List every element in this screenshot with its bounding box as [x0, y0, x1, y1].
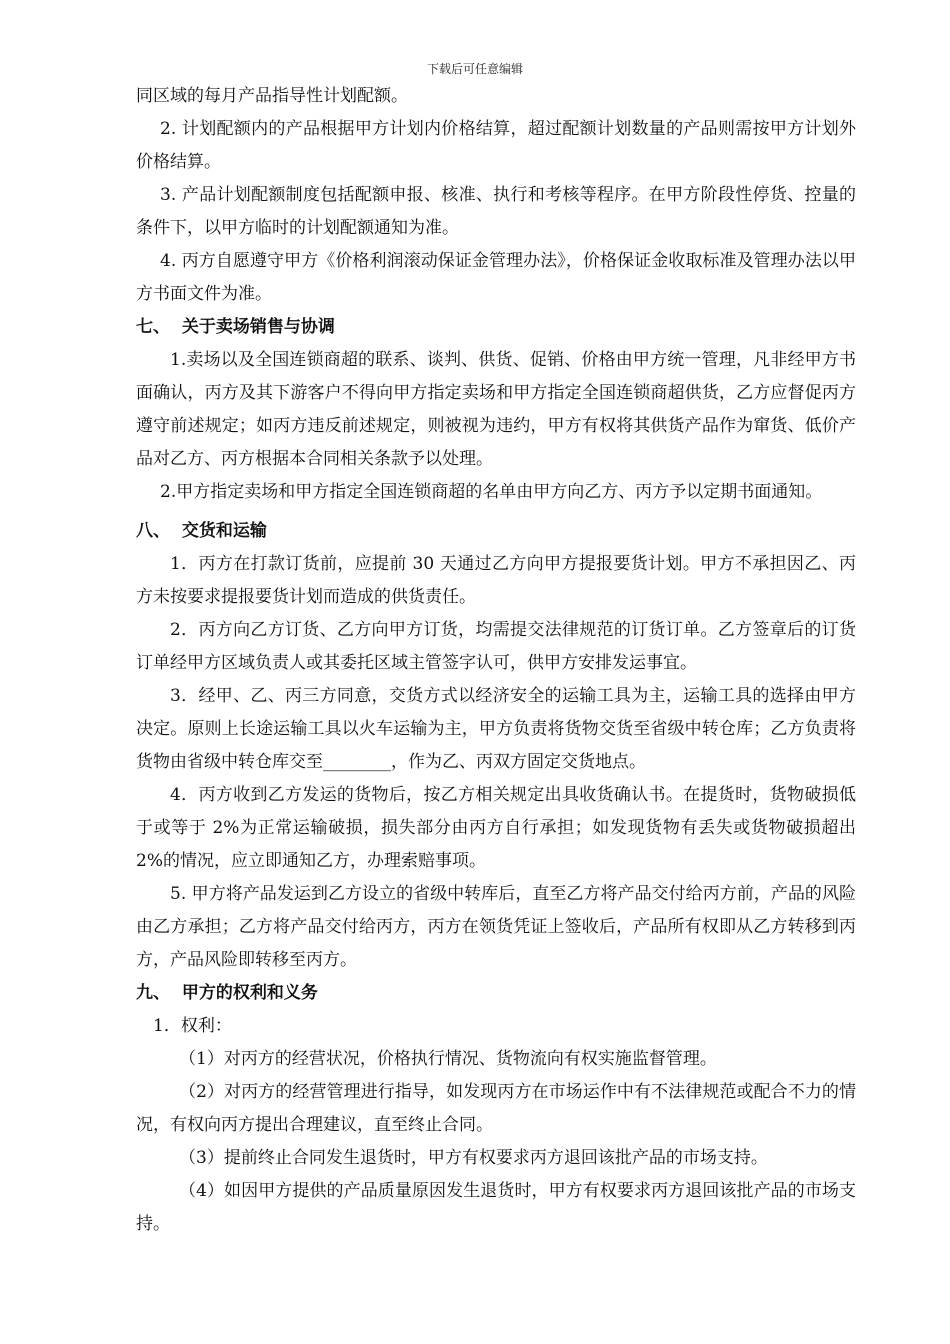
section-heading: 八、 交货和运输	[136, 521, 267, 541]
section-heading: 九、 甲方的权利和义务	[136, 983, 318, 1003]
paragraph: 3. 产品计划配额制度包括配额申报、核准、执行和考核等程序。在甲方阶段性停货、控量的条件下，以甲方临时的计划配额通知为准。	[136, 185, 856, 238]
section-heading: 七、 关于卖场销售与协调	[136, 317, 335, 337]
paragraph: （3）提前终止合同发生退货时，甲方有权要求丙方退回该批产品的市场支持。	[179, 1148, 768, 1168]
paragraph: 1．丙方在打款订货前，应提前 30 天通过乙方向甲方提报要货计划。甲方不承担因乙、丙方未按要求提报要货计划而造成的供货责任。	[136, 554, 856, 607]
paragraph: 3．经甲、乙、丙三方同意，交货方式以经济安全的运输工具为主，运输工具的选择由甲方决定。原则上长途运输工具以火车运输为主，甲方负责将货物交货至省级中转仓库；乙方负责将货物由省级中转仓库交至________，作为乙、丙双方固定交货地点。	[136, 686, 856, 772]
paragraph: 1．权利：	[153, 1016, 232, 1036]
paragraph: （2）对丙方的经营管理进行指导，如发现丙方在市场运作中有不法律规范或配合不力的情况，有权向丙方提出合理建议，直至终止合同。	[136, 1082, 856, 1135]
paragraph: 5. 甲方将产品发运到乙方设立的省级中转库后，直至乙方将产品交付给丙方前，产品的风险由乙方承担；乙方将产品交付给丙方，丙方在领货凭证上签收后，产品所有权即从乙方转移到丙方，产品风险即转移至丙方。	[136, 884, 856, 970]
paragraph: 2．丙方向乙方订货、乙方向甲方订货，均需提交法律规范的订货订单。乙方签章后的订货订单经甲方区域负责人或其委托区域主管签字认可，供甲方安排发运事宜。	[136, 620, 856, 673]
document-body	[136, 80, 862, 1241]
paragraph: 同区域的每月产品指导性计划配额。	[136, 86, 408, 106]
paragraph: 2. 计划配额内的产品根据甲方计划内价格结算，超过配额计划数量的产品则需按甲方计划外价格结算。	[136, 119, 856, 172]
paragraph: 1.卖场以及全国连锁商超的联系、谈判、供货、促销、价格由甲方统一管理，凡非经甲方书面确认，丙方及其下游客户不得向甲方指定卖场和甲方指定全国连锁商超供货，乙方应督促丙方遵守前述规定；如丙方违反前述规定，则被视为违约，甲方有权将其供货产品作为窜货、低价产品对乙方、丙方根据本合同相关条款予以处理。	[136, 350, 856, 469]
paragraph: （1）对丙方的经营状况，价格执行情况、货物流向有权实施监督管理。	[179, 1049, 717, 1069]
paragraph: 4．丙方收到乙方发运的货物后，按乙方相关规定出具收货确认书。在提货时，货物破损低于或等于 2%为正常运输破损，损失部分由丙方自行承担；如发现货物有丢失或货物破损超出 2%的情况，应立即通知乙方，办理索赔事项。	[136, 785, 862, 871]
paragraph: 2.甲方指定卖场和甲方指定全国连锁商超的名单由甲方向乙方、丙方予以定期书面通知。	[160, 482, 823, 502]
paragraph: 4. 丙方自愿遵守甲方《价格利润滚动保证金管理办法》，价格保证金收取标准及管理办法以甲方书面文件为准。	[136, 251, 856, 304]
paragraph: （4）如因甲方提供的产品质量原因发生退货时，甲方有权要求丙方退回该批产品的市场支持。	[136, 1181, 856, 1234]
page-header: 下载后可任意编辑	[426, 62, 523, 76]
